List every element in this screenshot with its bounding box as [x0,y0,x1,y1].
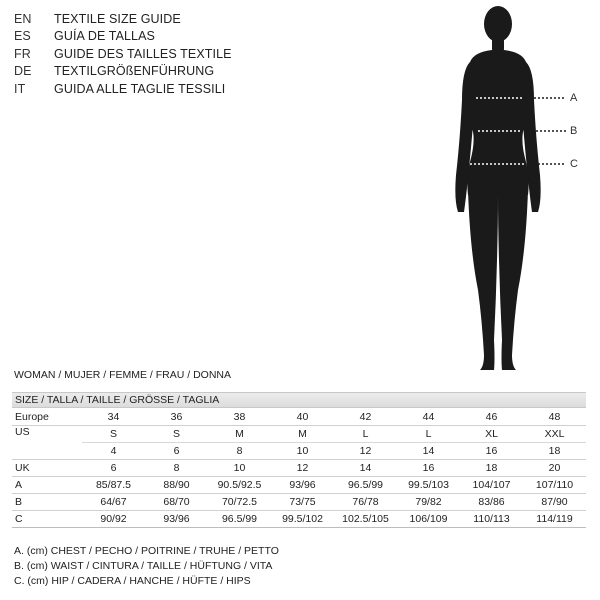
table-cell: 99.5/102 [271,511,334,528]
row-label: B [12,494,82,511]
table-cell [271,426,334,460]
stacked-cell [271,426,334,459]
table-cell: 18 [460,460,523,477]
table-cell: 88/90 [145,477,208,494]
table-cell: 64/67 [82,494,145,511]
woman-heading: WOMAN / MUJER / FEMME / FRAU / DONNA [14,369,231,381]
table-cell-value: L [397,426,460,443]
table-cell: 6 [82,460,145,477]
lang-code: DE [14,64,32,79]
measure-label-a: A [570,92,578,104]
measure-label-b: B [570,125,578,137]
table-cell: 20 [523,460,586,477]
table-cell: 85/87.5 [82,477,145,494]
silhouette-shape [455,6,540,370]
table-cell-value: 14 [422,445,435,457]
table-cell: 96.5/99 [208,511,271,528]
table-cell [82,426,145,460]
table-cell: 70/72.5 [208,494,271,511]
table-cell-value: XXL [523,426,586,443]
lang-title: GUÍA DE TALLAS [54,29,155,44]
table-row [12,477,586,494]
table-cell: 106/109 [397,511,460,528]
lang-code: FR [14,46,31,61]
language-title-list [14,10,232,98]
stacked-cell [145,426,208,459]
size-header-label: SIZE / TALLA / TAILLE / GRÖSSE / TAGLIA [15,394,220,406]
stacked-cell [82,426,145,459]
row-label: UK [12,460,82,477]
lang-code: ES [14,29,31,44]
table-cell-value: S [145,426,208,443]
table-row [12,460,586,477]
stacked-cell [523,426,586,459]
table-cell: 93/96 [145,511,208,528]
lang-title: GUIDA ALLE TAGLIE TESSILI [54,81,226,96]
table-cell: 96.5/99 [334,477,397,494]
size-table [12,409,586,528]
table-cell-value: M [271,426,334,443]
table-cell-value: 4 [110,445,117,457]
table-cell-value: 18 [548,445,561,457]
stacked-cell [460,426,523,459]
table-cell: 12 [271,460,334,477]
table-cell: 107/110 [523,477,586,494]
measurement-notes [14,544,279,589]
table-cell-value: 8 [236,445,243,457]
table-cell: 114/119 [523,511,586,528]
lang-title: TEXTILE SIZE GUIDE [54,11,181,26]
table-row [12,511,586,528]
measure-label-c: C [570,158,578,170]
table-cell: 38 [208,409,271,426]
table-cell: 46 [460,409,523,426]
lang-row-it [14,80,232,98]
table-cell-value: 16 [485,445,498,457]
lang-code: EN [14,11,32,26]
row-label: C [12,511,82,528]
table-cell: 76/78 [334,494,397,511]
row-label: A [12,477,82,494]
table-cell: 90.5/92.5 [208,477,271,494]
table-cell: 16 [397,460,460,477]
table-cell-value: 12 [359,445,372,457]
table-cell: 48 [523,409,586,426]
note-chest: A. (cm) CHEST / PECHO / POITRINE / TRUHE / PETTO [14,545,279,557]
table-cell-value: M [208,426,271,443]
note-waist: B. (cm) WAIST / CINTURA / TAILLE / HÜFTUNG / VITA [14,560,273,572]
table-row [12,494,586,511]
table-cell: 40 [271,409,334,426]
table-cell: 10 [208,460,271,477]
table-cell: 93/96 [271,477,334,494]
table-cell-value: 10 [296,445,309,457]
table-cell-value: XL [460,426,523,443]
lang-row-es [14,28,232,46]
table-cell: 36 [145,409,208,426]
table-cell-value: S [82,426,145,443]
table-cell: 83/86 [460,494,523,511]
lang-row-de [14,63,232,81]
table-cell: 14 [334,460,397,477]
stacked-cell [334,426,397,459]
note-hip: C. (cm) HIP / CADERA / HANCHE / HÜFTE / HIPS [14,575,251,587]
table-cell [397,426,460,460]
table-row [12,409,586,426]
row-label: US [12,426,82,460]
table-row [12,426,586,460]
table-cell: 90/92 [82,511,145,528]
table-cell-value: 6 [173,445,180,457]
table-cell: 68/70 [145,494,208,511]
stacked-cell [397,426,460,459]
table-cell: 104/107 [460,477,523,494]
table-cell: 42 [334,409,397,426]
table-cell [208,426,271,460]
table-cell: 79/82 [397,494,460,511]
lang-row-fr [14,45,232,63]
table-cell [334,426,397,460]
table-cell: 99.5/103 [397,477,460,494]
row-label: Europe [12,409,82,426]
table-cell: 73/75 [271,494,334,511]
table-cell: 102.5/105 [334,511,397,528]
table-cell: 8 [145,460,208,477]
lang-code: IT [14,81,26,96]
table-cell [523,426,586,460]
table-cell: 87/90 [523,494,586,511]
table-cell [145,426,208,460]
stacked-cell [208,426,271,459]
lang-title: TEXTILGRÖßENFÜHRUNG [54,64,215,79]
woman-silhouette-icon [440,0,600,375]
table-cell: 110/113 [460,511,523,528]
body-figure [440,0,600,375]
table-cell: 44 [397,409,460,426]
size-header-bar [12,392,586,408]
table-cell: 34 [82,409,145,426]
table-cell [460,426,523,460]
table-cell-value: L [334,426,397,443]
lang-title: GUIDE DES TAILLES TEXTILE [54,46,232,61]
lang-row-en [14,10,232,28]
